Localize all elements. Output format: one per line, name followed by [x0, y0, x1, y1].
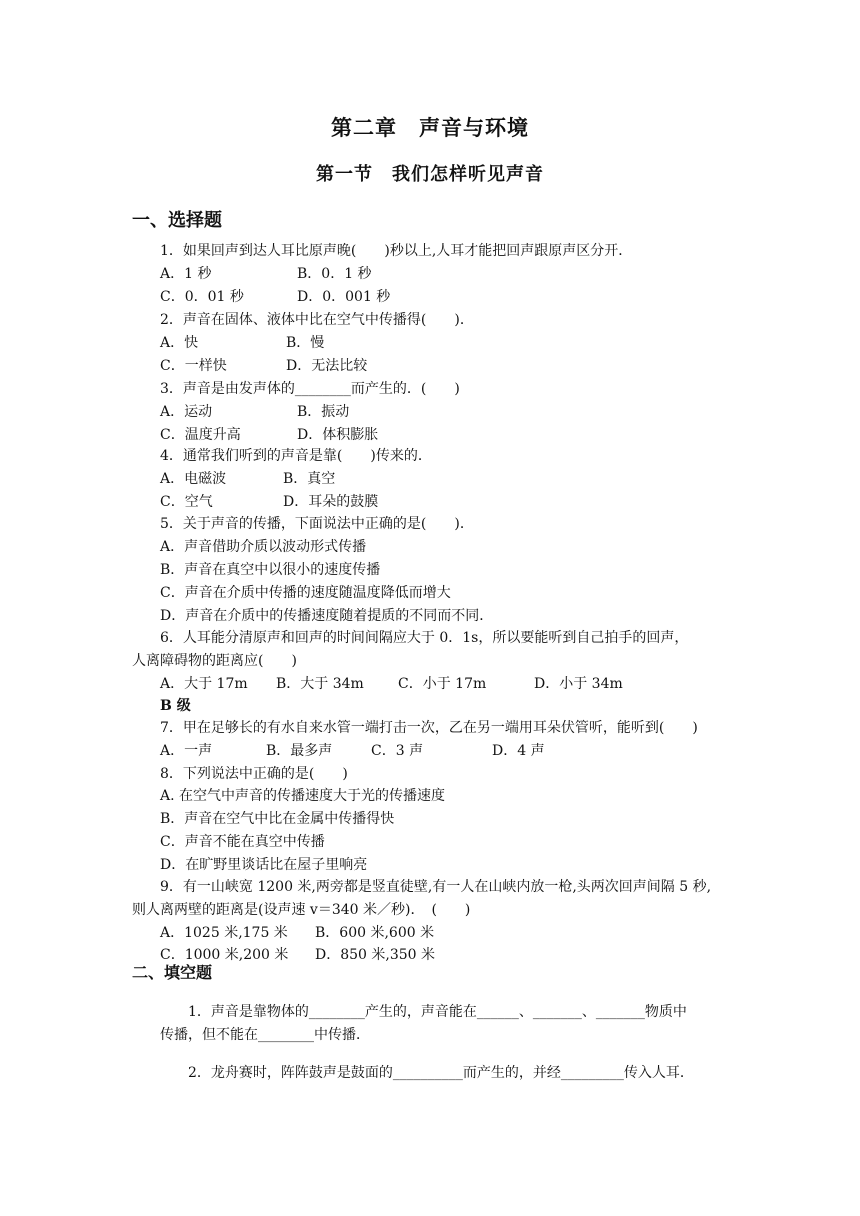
- q5-option-c: C．声音在介质中传播的速度随温度降低而增大: [160, 585, 451, 601]
- fill2-line: 2．龙舟赛时，阵阵鼓声是鼓面的__________而产生的，并经_________传入人耳．: [188, 1065, 694, 1081]
- chapter-title: 第二章 声音与环境: [331, 115, 529, 140]
- q6-stem-line1: 6．人耳能分清原声和回声的时间间隔应大于 0．1s，所以要能听到自己拍手的回声，: [160, 630, 689, 646]
- q3-stem: 3．声音是由发声体的________而产生的．( ): [160, 381, 460, 397]
- q3-option-b: B．振动: [297, 404, 350, 420]
- fill1-line2: 传播，但不能在________中传播．: [160, 1027, 370, 1043]
- q4-option-b: B．真空: [283, 471, 336, 487]
- q8-option-b: B．声音在空气中比在金属中传播得快: [160, 811, 395, 827]
- q5-option-b: B．声音在真空中以很小的速度传播: [160, 562, 381, 578]
- q1-option-a: A．1 秒: [160, 266, 212, 282]
- q3-option-c: C．温度升高: [160, 427, 241, 443]
- q1-option-c: C．0．01 秒: [160, 289, 244, 305]
- q3-option-d: D．体积膨胀: [297, 427, 379, 443]
- q9-option-b: B．600 米,600 米: [315, 925, 435, 941]
- q8-stem: 8．下列说法中正确的是( ): [160, 766, 348, 782]
- q8-option-d: D．在旷野里谈话比在屋子里响亮: [160, 857, 368, 873]
- q4-option-a: A．电磁波: [160, 471, 227, 487]
- q9-option-c: C．1000 米,200 米: [160, 947, 289, 963]
- q1-stem: 1．如果回声到达人耳比原声晚( )秒以上,人耳才能把回声跟原声区分开．: [160, 243, 633, 259]
- q2-option-b: B．慢: [286, 335, 325, 351]
- q2-stem: 2．声音在固体、液体中比在空气中传播得( )．: [160, 312, 474, 328]
- q7-option-d: D．4 声: [492, 743, 545, 759]
- q7-option-a: A．一声: [160, 743, 213, 759]
- q4-stem: 4．通常我们听到的声音是靠( )传来的．: [160, 448, 432, 464]
- b-level-label: B 级: [160, 698, 191, 714]
- q6-option-c: C．小于 17m: [398, 676, 487, 692]
- q7-stem: 7．甲在足够长的有水自来水管一端打击一次，乙在另一端用耳朵伏管听，能听到( ): [160, 720, 698, 736]
- q7-option-b: B．最多声: [266, 743, 333, 759]
- q9-stem-line1: 9．有一山峡宽 1200 米,两旁都是竖直徒壁,有一人在山峡内放一枪,头两次回声间隔 5 秒,: [160, 879, 712, 895]
- q2-option-c: C．一样快: [160, 358, 227, 374]
- q3-option-a: A．运动: [160, 404, 213, 420]
- q2-option-a: A．快: [160, 335, 199, 351]
- q6-option-b: B．大于 34m: [276, 676, 364, 692]
- q9-option-d: D．850 米,350 米: [315, 947, 436, 963]
- q4-option-c: C．空气: [160, 494, 213, 510]
- q5-stem: 5．关于声音的传播，下面说法中正确的是( )．: [160, 516, 474, 532]
- section-title: 第一节 我们怎样听见声音: [316, 164, 544, 185]
- part2-heading: 二、填空题: [132, 963, 213, 982]
- q1-option-b: B．0．1 秒: [297, 266, 372, 282]
- q7-option-c: C．3 声: [371, 743, 424, 759]
- q9-option-a: A．1025 米,175 米: [160, 925, 288, 941]
- fill1-line1: 1．声音是靠物体的________产生的，声音能在______、_______、_______物质中: [188, 1004, 687, 1020]
- q6-option-a: A．大于 17m: [160, 676, 248, 692]
- q8-option-a: A. 在空气中声音的传播速度大于光的传播速度: [160, 788, 446, 804]
- part1-heading: 一、选择题: [132, 210, 222, 231]
- q5-option-d: D．声音在介质中的传播速度随着提质的不同而不同．: [160, 608, 494, 624]
- q9-stem-line2: 则人离两壁的距离是(设声速 v＝340 米／秒)． ( ): [132, 902, 471, 918]
- q6-stem-line2: 人离障碍物的距离应( ): [132, 653, 297, 669]
- q5-option-a: A．声音借助介质以波动形式传播: [160, 539, 367, 555]
- q8-option-c: C．声音不能在真空中传播: [160, 834, 325, 850]
- q1-option-d: D．0．001 秒: [297, 289, 391, 305]
- q4-option-d: D．耳朵的鼓膜: [283, 494, 379, 510]
- q2-option-d: D．无法比较: [286, 358, 368, 374]
- q6-option-d: D．小于 34m: [534, 676, 623, 692]
